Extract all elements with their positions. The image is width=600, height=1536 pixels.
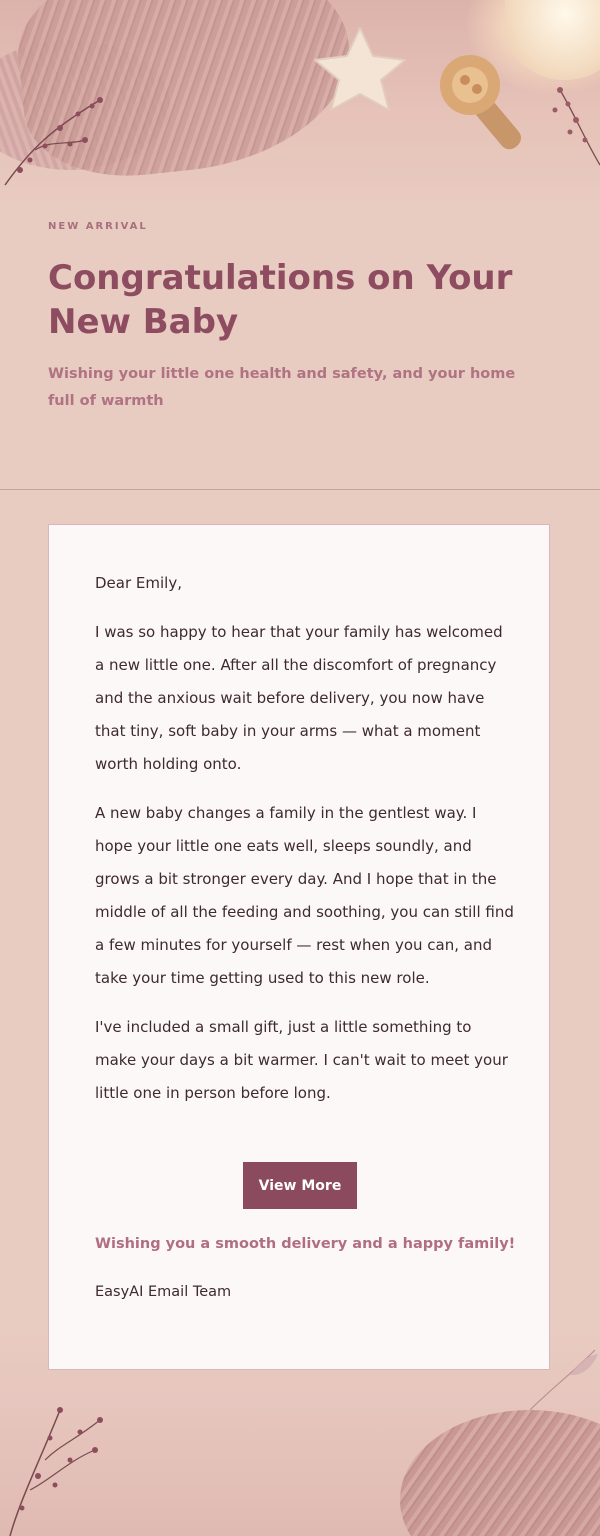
knit-blanket-image — [400, 1410, 600, 1536]
letter-paragraph: I was so happy to hear that your family has welcomed a new little one. After all the discomfort of pregnancy and the anxious wait before delivery, you now have that tiny, soft baby in your arms — what a moment worth holding onto. — [95, 623, 503, 773]
page-subtitle: Wishing your little one health and safety, and your home full of warmth — [48, 366, 516, 409]
header-kicker: NEW ARRIVAL — [48, 221, 148, 232]
letter-paragraph: I've included a small gift, just a little something to make your days a bit warmer. I can't wait to meet your little one in person before long. — [95, 1018, 508, 1102]
flower-sprig-icon — [530, 70, 600, 170]
letter-body — [95, 567, 515, 1126]
closing-wish: Wishing you a smooth delivery and a happy family! — [95, 1236, 516, 1252]
view-more-button[interactable]: View More — [243, 1162, 357, 1209]
signature: EasyAI Email Team — [95, 1284, 232, 1300]
letter-greeting: Dear Emily, — [95, 574, 182, 592]
section-divider — [0, 489, 600, 490]
flower-sprig-icon — [0, 1390, 130, 1536]
hero-banner — [0, 0, 600, 205]
letter-card — [48, 524, 550, 1370]
flower-sprig-icon — [0, 70, 120, 190]
letter-paragraph: A new baby changes a family in the gentlest way. I hope your little one eats well, sleeps soundly, and grows a bit stronger every day. And I hope that in the middle of all the feeding and soothing, you can still find a few minutes for yourself — rest when you can, and take your time getting used to this new role. — [95, 804, 514, 987]
page-title: Congratulations on Your New Baby — [48, 258, 513, 342]
star-plush-icon — [305, 20, 415, 115]
